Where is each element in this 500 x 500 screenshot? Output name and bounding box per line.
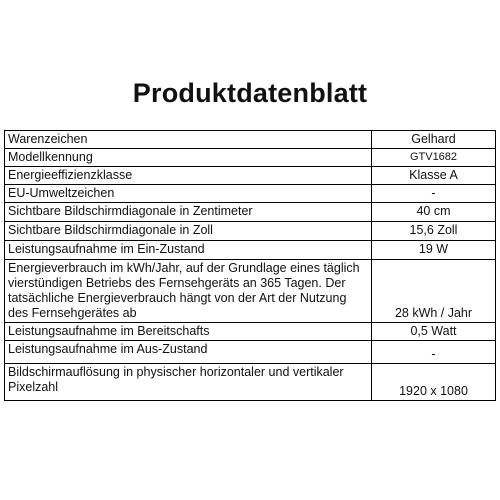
table-row bbox=[5, 131, 496, 149]
row-value-resolution: 1920 x 1080 bbox=[372, 364, 496, 401]
row-value-model: GTV1682 bbox=[372, 149, 496, 167]
row-label-off-power: Leistungsaufnahme im Aus-Zustand bbox=[5, 341, 372, 364]
table-row bbox=[5, 185, 496, 203]
page-title: Produktdatenblatt bbox=[132, 78, 368, 108]
table-row bbox=[5, 241, 496, 260]
table-row bbox=[5, 341, 496, 364]
row-value-energy-class: Klasse A bbox=[372, 167, 496, 185]
row-value-standby-power: 0,5 Watt bbox=[372, 323, 496, 341]
table-row bbox=[5, 167, 496, 185]
row-value-diagonal-cm: 40 cm bbox=[372, 203, 496, 222]
row-label-diagonal-cm: Sichtbare Bildschirmdiagonale in Zentimeter bbox=[5, 203, 372, 222]
row-label-model: Modellkennung bbox=[5, 149, 372, 167]
table-row bbox=[5, 203, 496, 222]
row-label-diagonal-inch: Sichtbare Bildschirmdiagonale in Zoll bbox=[5, 222, 372, 241]
table-row bbox=[5, 222, 496, 241]
table-row bbox=[5, 260, 496, 323]
row-value-eu-ecolabel: - bbox=[372, 185, 496, 203]
row-value-trademark: Gelhard bbox=[372, 131, 496, 149]
row-value-diagonal-inch: 15,6 Zoll bbox=[372, 222, 496, 241]
product-data-table bbox=[4, 130, 496, 401]
row-label-standby-power: Leistungsaufnahme im Bereitschafts bbox=[5, 323, 372, 341]
row-value-on-power: 19 W bbox=[372, 241, 496, 260]
row-label-trademark: Warenzeichen bbox=[5, 131, 372, 149]
row-label-energy-class: Energieeffizienzklasse bbox=[5, 167, 372, 185]
table-row bbox=[5, 149, 496, 167]
row-value-off-power: - bbox=[372, 341, 496, 364]
row-label-on-power: Leistungsaufnahme im Ein-Zustand bbox=[5, 241, 372, 260]
table-row bbox=[5, 323, 496, 341]
row-label-annual-energy: Energieverbrauch im kWh/Jahr, auf der Grundlage eines täglich vierstündigen Betriebs des Fernsehgeräts an 365 Tagen. Der tatsächliche Energieverbrauch hängt von der Art der Nutzung des Fernsehgerätes ab bbox=[5, 260, 372, 323]
table-row bbox=[5, 364, 496, 401]
row-value-annual-energy: 28 kWh / Jahr bbox=[372, 260, 496, 323]
row-label-eu-ecolabel: EU-Umweltzeichen bbox=[5, 185, 372, 203]
row-label-resolution: Bildschirmauflösung in physischer horizontaler und vertikaler Pixelzahl bbox=[5, 364, 372, 401]
